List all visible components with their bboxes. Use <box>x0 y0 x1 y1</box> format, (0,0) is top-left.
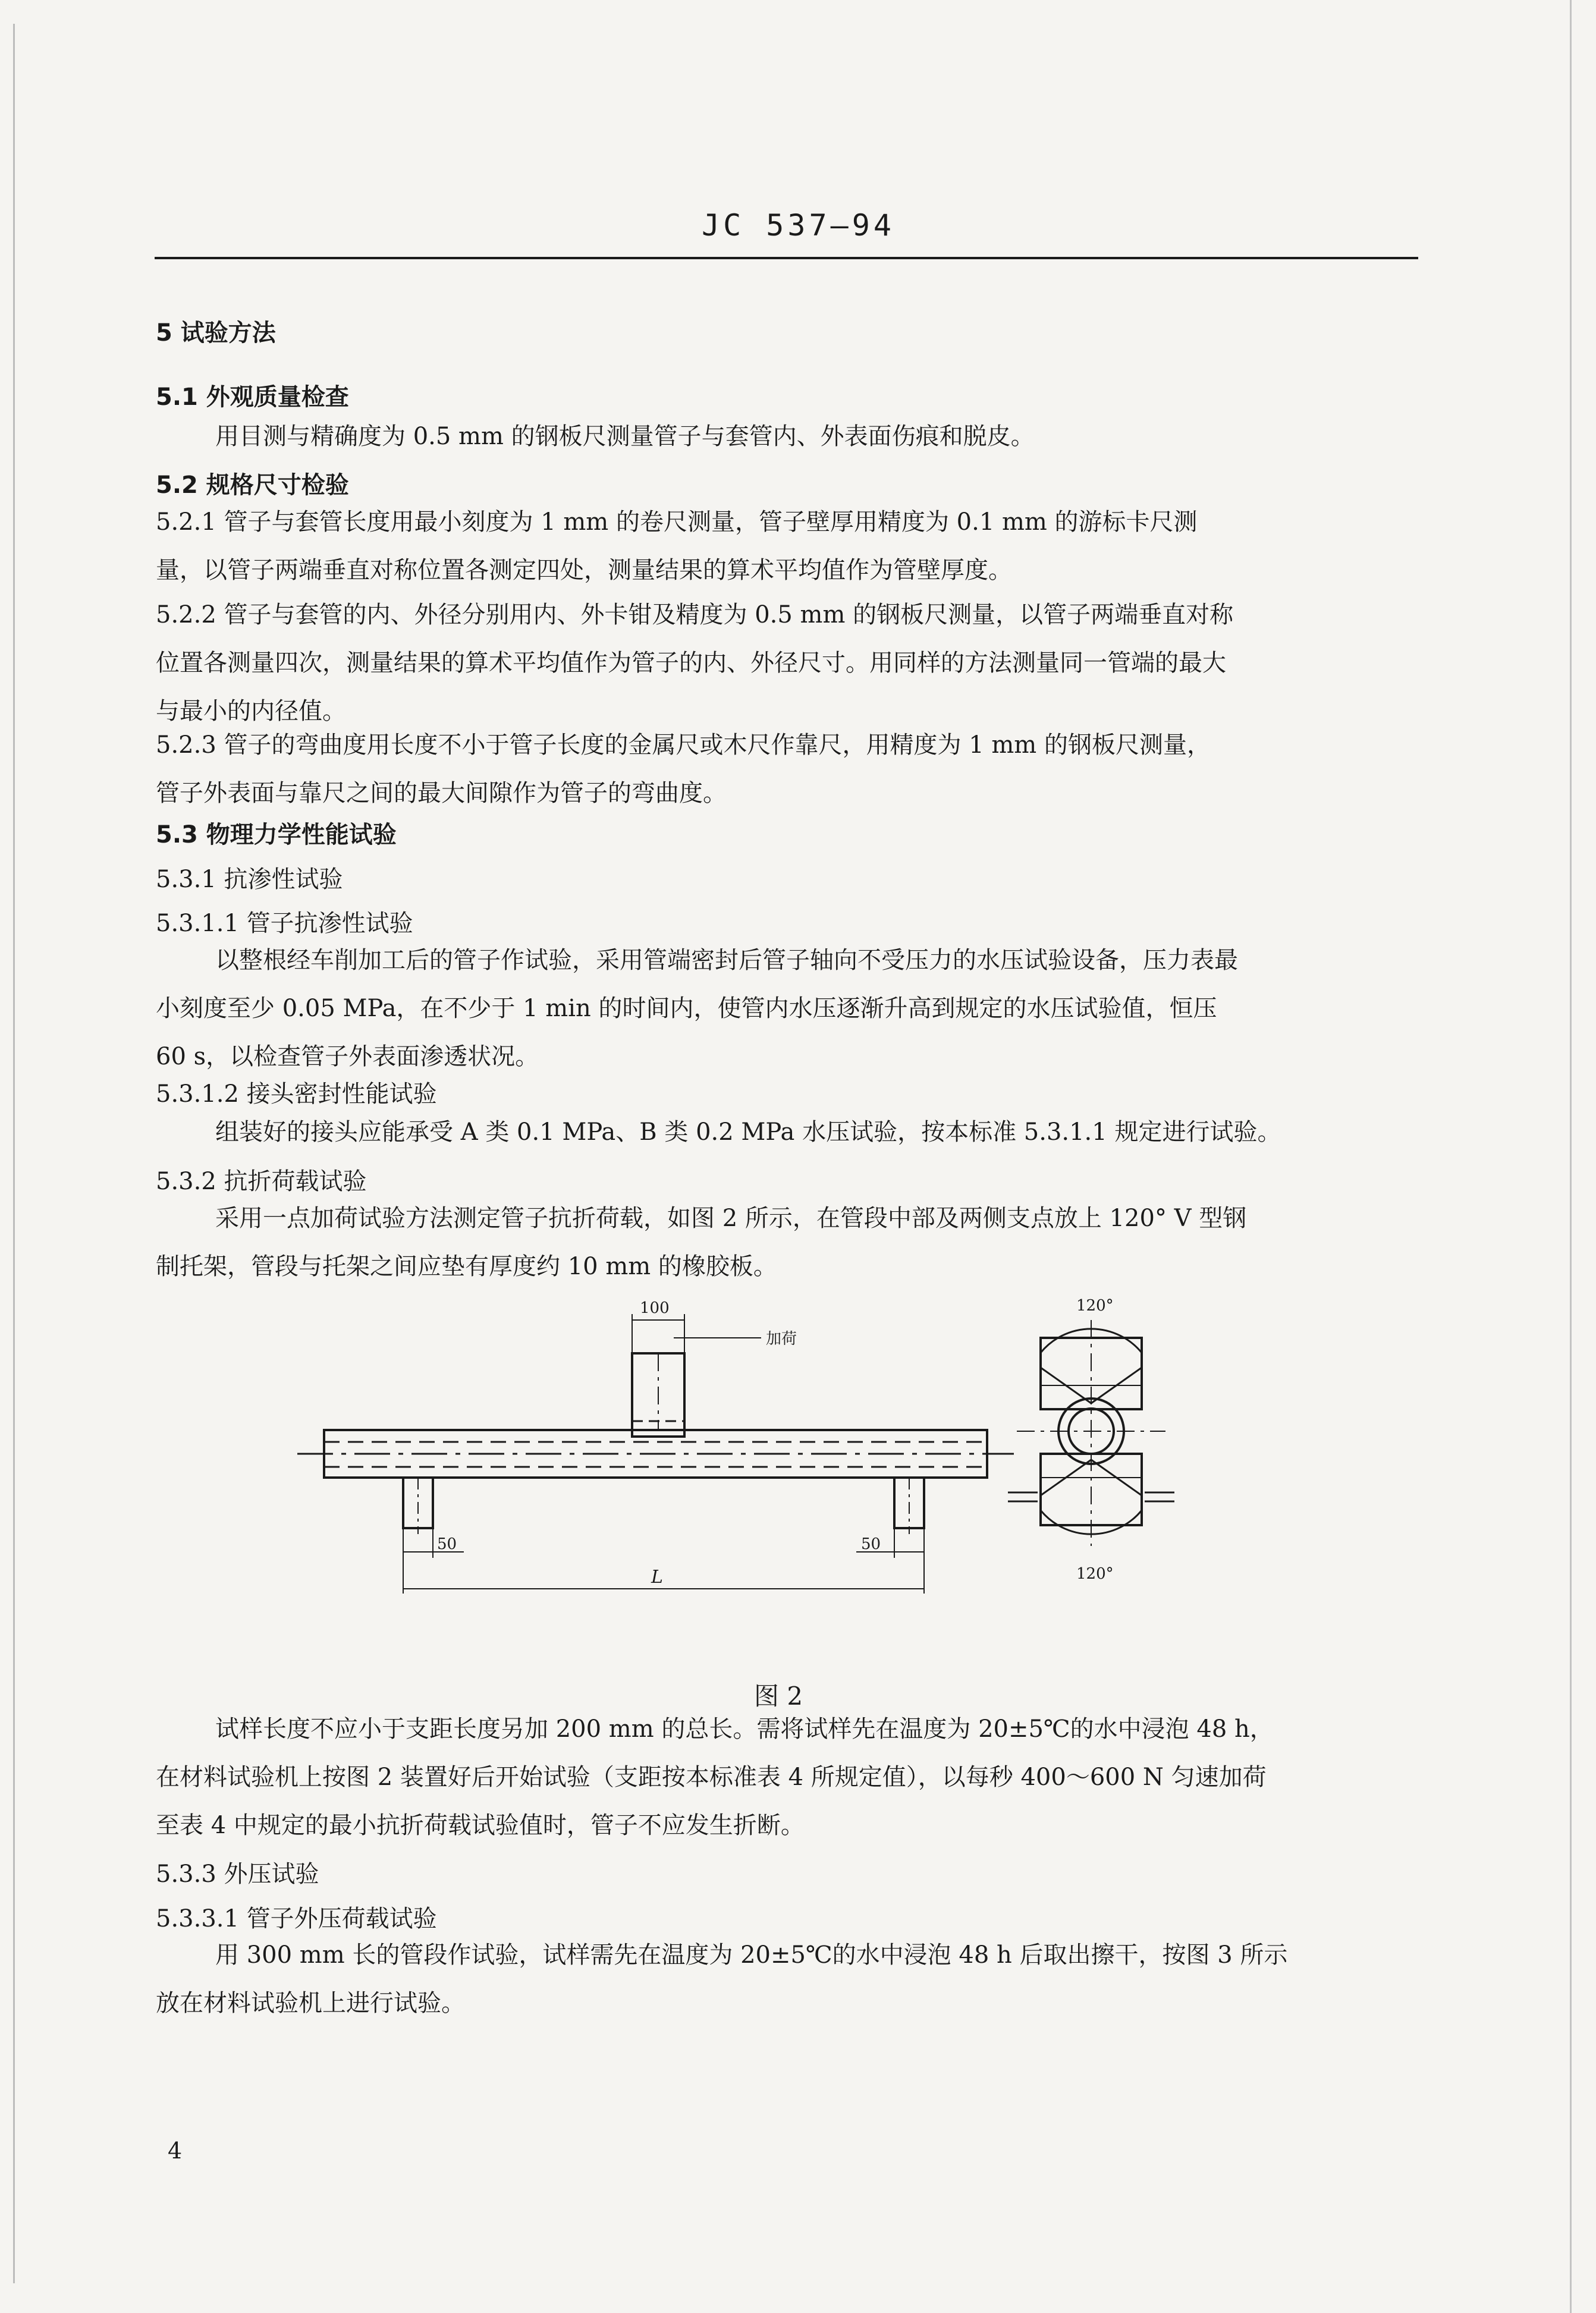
text-line: 用目测与精确度为 0.5 mm 的钢板尺测量管子与套管内、外表面伤痕和脱皮。 <box>215 423 1035 450</box>
text-line: 制托架，管段与托架之间应垫有厚度约 10 mm 的橡胶板。 <box>156 1253 777 1280</box>
text-line: 与最小的内径值。 <box>156 697 346 725</box>
top-angle-label: 120° <box>1076 1297 1114 1315</box>
section-5-1-text <box>215 413 1035 461</box>
text-line: 量，以管子两端垂直对称位置各测定四处，测量结果的算术平均值作为管壁厚度。 <box>156 557 1012 584</box>
section-5-3-1-heading: 5.3.1 抗渗性试验 <box>156 866 343 893</box>
text-line: 至表 4 中规定的最小抗折荷载试验值时，管子不应发生折断。 <box>156 1812 805 1839</box>
text-line: 管子外表面与靠尺之间的最大间隙作为管子的弯曲度。 <box>156 780 727 807</box>
section-5-3-2-heading: 5.3.2 抗折荷载试验 <box>156 1168 367 1195</box>
text-line: 以整根经车削加工后的管子作试验，采用管端密封后管子轴向不受压力的水压试验设备，压力表最 <box>215 947 1238 974</box>
scan-right-border <box>1570 0 1572 2313</box>
load-label: 加荷 <box>766 1330 797 1348</box>
text-line: 小刻度至少 0.05 MPa，在不少于 1 min 的时间内，使管内水压逐渐升高到规定的水压试验值，恒压 <box>156 995 1217 1022</box>
text-line: 采用一点加荷试验方法测定管子抗折荷载，如图 2 所示，在管段中部及两侧支点放上 120° V 型钢 <box>215 1205 1247 1232</box>
text-line: 5.2.3 管子的弯曲度用长度不小于管子长度的金属尺或木尺作靠尺，用精度为 1 mm 的钢板尺测量， <box>156 731 1211 759</box>
text-line: 60 s，以检查管子外表面渗透状况。 <box>156 1043 539 1070</box>
section-5-3-2-paragraph <box>156 1195 1246 1291</box>
dim-l-label: L <box>651 1567 663 1588</box>
section-5-3-1-1-paragraph <box>156 936 1422 1081</box>
page-number: 4 <box>168 2138 183 2164</box>
figure-2-diagram <box>285 1296 1415 1641</box>
text-line: 5.2.2 管子与套管的内、外径分别用内、外卡钳及精度为 0.5 mm 的钢板尺测量，以管子两端垂直对称 <box>156 601 1234 628</box>
text-line: 位置各测量四次，测量结果的算术平均值作为管子的内、外径尺寸。用同样的方法测量同一管端的最大 <box>156 649 1226 677</box>
standard-code-header: JC 537—94 <box>702 208 895 243</box>
section-5-1-heading: 5.1 外观质量检查 <box>156 384 349 411</box>
section-5-2-heading: 5.2 规格尺寸检验 <box>156 472 349 499</box>
bottom-angle-label: 120° <box>1076 1565 1114 1583</box>
dim-50-left-label: 50 <box>437 1535 457 1553</box>
scan-left-border <box>13 24 15 2283</box>
dim-100-label: 100 <box>640 1299 670 1317</box>
section-5-3-2-paragraph-2 <box>156 1705 1274 1850</box>
cross-section-view <box>1008 1320 1174 1546</box>
figure-2-caption: 图 2 <box>754 1682 803 1711</box>
section-5-3-1-2-paragraph <box>215 1108 1281 1156</box>
section-5-2-2-paragraph <box>156 591 1233 736</box>
section-5-3-3-1-paragraph <box>156 1931 1287 2028</box>
section-5-2-3-paragraph <box>156 721 1211 818</box>
section-5-3-1-2-heading: 5.3.1.2 接头密封性能试验 <box>156 1080 437 1108</box>
section-5-2-1-paragraph <box>156 498 1198 595</box>
section-5-heading: 5 试验方法 <box>156 319 276 347</box>
section-5-3-1-1-heading: 5.3.1.1 管子抗渗性试验 <box>156 910 413 937</box>
section-5-3-3-heading: 5.3.3 外压试验 <box>156 1861 319 1888</box>
section-5-3-3-1-heading: 5.3.3.1 管子外压荷载试验 <box>156 1905 437 1932</box>
text-line: 试样长度不应小于支距长度另加 200 mm 的总长。需将试样先在温度为 20±5℃的水中浸泡 48 h， <box>215 1715 1274 1743</box>
text-line: 组装好的接头应能承受 A 类 0.1 MPa、B 类 0.2 MPa 水压试验，按本标准 5.3.1.1 规定进行试验。 <box>215 1118 1281 1146</box>
text-line: 放在材料试验机上进行试验。 <box>156 1990 465 2017</box>
dim-50-right-label: 50 <box>861 1535 881 1553</box>
text-line: 5.2.1 管子与套管长度用最小刻度为 1 mm 的卷尺测量，管子壁厚用精度为 0.1 mm 的游标卡尺测 <box>156 508 1198 536</box>
text-line: 在材料试验机上按图 2 装置好后开始试验（支距按本标准表 4 所规定值），以每秒 400～600 N 匀速加荷 <box>156 1764 1267 1791</box>
header-rule <box>155 257 1418 259</box>
text-line: 用 300 mm 长的管段作试验，试样需先在温度为 20±5℃的水中浸泡 48 h 后取出擦干，按图 3 所示 <box>215 1941 1288 1969</box>
section-5-3-heading: 5.3 物理力学性能试验 <box>156 821 397 848</box>
